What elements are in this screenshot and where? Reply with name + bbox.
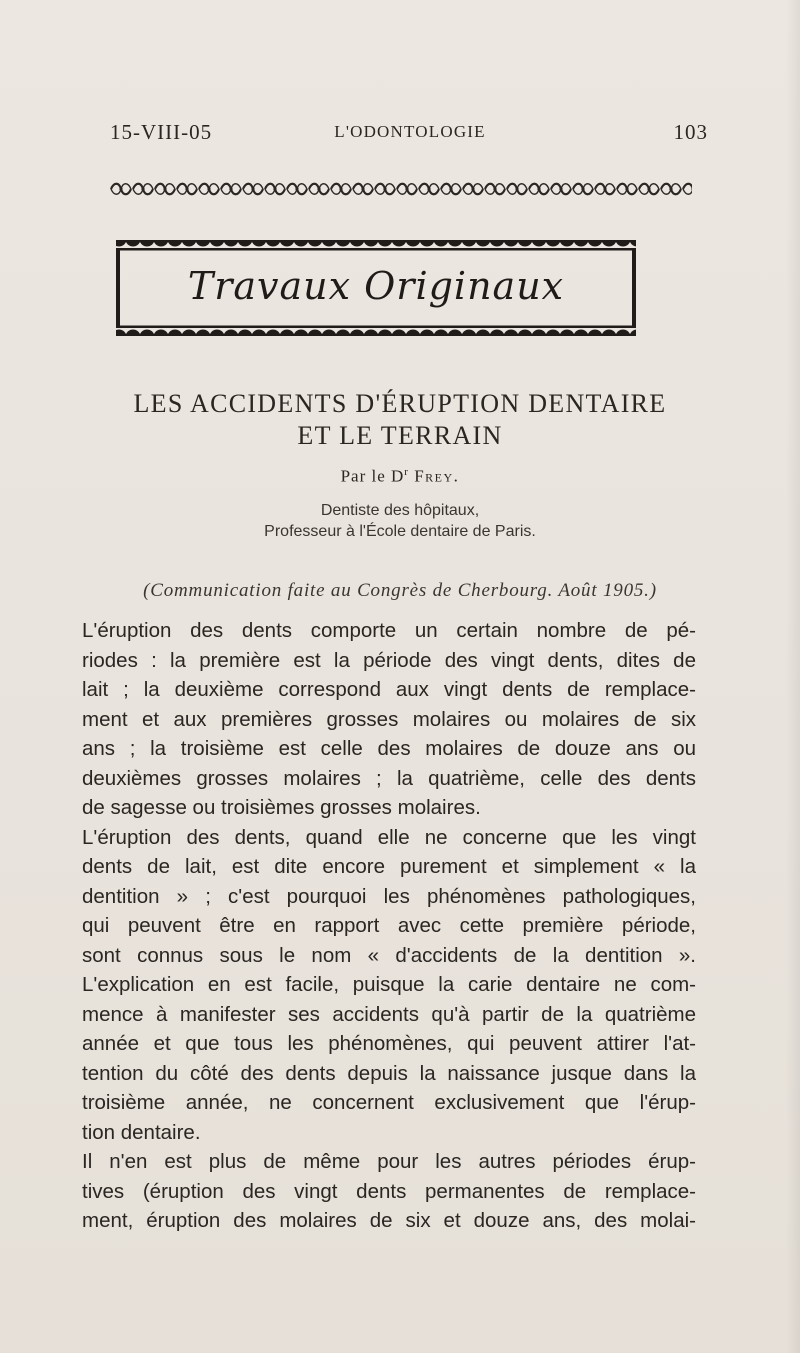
- body-line: dentition » ; c'est pourquoi les phénomènes pathologiques,: [82, 884, 696, 908]
- body-line: ment, éruption des molaires de six et douze ans, des molai-: [82, 1209, 696, 1232]
- affiliation-line-1: Dentiste des hôpitaux,: [320, 502, 480, 519]
- body-line: sont connus sous le nom « d'accidents de la dentition ».: [82, 943, 696, 967]
- body-line: L'explication en est facile, puisque la carie dentaire ne com-: [82, 973, 696, 996]
- body-line: troisième année, ne concernent exclusivement que l'érup-: [82, 1091, 696, 1114]
- body-line: lait ; la deuxième correspond aux vingt dents de remplace-: [82, 678, 696, 701]
- page-edge-shadow: [786, 0, 800, 1353]
- running-head: [110, 118, 710, 148]
- body-line: tives (éruption des vingt dents permanentes de remplace-: [82, 1179, 696, 1203]
- body-line: ans ; la troisième est celle des molaires de douze ans ou: [82, 737, 696, 760]
- body-line: Il n'en est plus de même pour les autres périodes érup-: [82, 1150, 696, 1173]
- affiliation-line-2: Professeur à l'École dentaire de Paris.: [264, 523, 536, 540]
- body-line: deuxièmes grosses molaires ; la quatrième, celle des dents: [82, 766, 696, 790]
- article-title-line-1: LES ACCIDENTS D'ÉRUPTION DENTAIRE: [133, 389, 667, 418]
- body-line: mence à manifester ses accidents qu'à partir de la quatrième: [82, 1002, 696, 1026]
- byline: [0, 466, 800, 487]
- body-line: tion dentaire.: [82, 1120, 201, 1144]
- byline-title-superscript: r: [404, 466, 409, 478]
- byline-prefix: Par le D: [340, 466, 405, 486]
- author-affiliation: [0, 500, 800, 542]
- communication-note: (Communication faite au Congrès de Cherbourg. Août 1905.): [143, 580, 657, 601]
- article-title: [80, 388, 720, 452]
- page-number: 103: [673, 120, 708, 144]
- section-title: Travaux Originaux: [187, 264, 565, 308]
- body-line: qui peuvent être en rapport avec cette première période,: [82, 914, 696, 937]
- body-line: tention du côté des dents depuis la naissance jusque dans la: [82, 1061, 696, 1085]
- body-line: ment et aux premières grosses molaires ou molaires de six: [82, 707, 696, 731]
- body-line: de sagesse ou troisièmes grosses molaires.: [82, 796, 481, 819]
- body-line: L'éruption des dents comporte un certain nombre de pé-: [82, 619, 696, 642]
- article-body: [82, 616, 696, 1236]
- body-line: dents de lait, est dite encore purement et simplement « la: [82, 855, 696, 878]
- section-header-box: [112, 238, 640, 338]
- article-title-line-2: ET LE TERRAIN: [297, 421, 503, 450]
- journal-name: L'ODONTOLOGIE: [334, 122, 486, 141]
- body-line: riodes : la première est la période des vingt dents, dites de: [82, 648, 696, 672]
- body-line: L'éruption des dents, quand elle ne concerne que les vingt: [82, 825, 696, 849]
- body-line: année et que tous les phénomènes, qui peuvent attirer l'at-: [82, 1032, 696, 1055]
- author-name: Frey.: [414, 466, 460, 486]
- ornamental-border: [110, 180, 692, 198]
- issue-date: 15-VIII-05: [110, 120, 213, 144]
